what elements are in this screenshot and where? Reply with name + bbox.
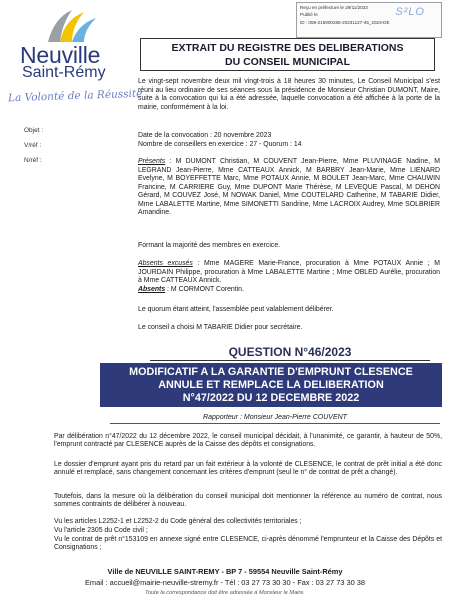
absents-excused-paragraph	[138, 260, 440, 286]
vref-label: V/réf :	[24, 142, 42, 149]
absents-label: Absents	[138, 286, 166, 293]
quorum-text: Le quorum étant atteint, l'assemblée peut valablement délibérer.	[138, 306, 334, 313]
intro-paragraph: Le vingt-sept novembre deux mil vingt-trois à 18 heures 30 minutes, Le Conseil Municipal s'est réuni au lieu ordinaire de ses séances sous la présidence de Monsieur Christian DUMONT, Maire, suite à la convocation qui lui a été adressée, laquelle convocation a été affichée à la porte de la mairie, conformément à la loi.	[138, 78, 440, 111]
rapporteur-text: Rapporteur : Monsieur Jean-Pierre COUVENT	[203, 414, 347, 421]
logo-emblem-icon	[42, 8, 98, 44]
convocation-date: Date de la convocation : 20 novembre 2023	[138, 132, 272, 139]
title-line1: MODIFICATIF A LA GARANTIE D'EMPRUNT CLESENCE	[129, 366, 413, 378]
stamp-received: Reçu en préfecture le 29/11/2023	[300, 5, 368, 10]
stamp-id: ID : 059-215900285-20231127-46_2023-DE	[300, 19, 390, 25]
footer-note: Toute la correspondance doit être adressée à Monsieur le Maire.	[145, 590, 305, 596]
footer-address: Ville de NEUVILLE SAINT-REMY - BP 7 - 59554 Neuville Saint-Rémy	[107, 567, 343, 576]
header-line1: EXTRAIT DU REGISTRE DES DELIBERATIONS	[171, 42, 404, 54]
presents-list: : M DUMONT Christian, M COUVENT Jean-Pierre, Mme PLUVINAGE Nadine, M LEGRAND Jean-Pierre, Mme CATTEAUX Annick, M BARBRY Jean-Marie, Mme LIENARD Evelyne, M BOYEFFETTE Marc, Mme POTAUX Annie, M BOULET Jean-Marc, Mme CHAUWIN Francine, M CARRIERE Guy, Mme DUPONT Marie Thérèse, M LEVEQUE Pascal, M DEHON Gérard, M COUVEZ José, M NOWAK Daniel, Mme COUTELARD Catherine, M TABARIE Didier, Mme LABALETTE Martine, Mme SIMONETTI Sandrine, Mme LACROIX Audrey, Mme SOLBRIER Amandine.	[138, 158, 440, 216]
prefecture-stamp	[296, 2, 442, 38]
rapporteur	[110, 414, 440, 424]
objet-label: Objet :	[24, 127, 44, 134]
absents-excused-list: : Mme MAGERE Marie-France, procuration à Mme POTAUX Annie ; M JOURDAIN Philippe, procuration à Mme LABALETTE Martine ; Mme OBLED Aurélie, procuration à Mme CATTEAUX Annick.	[138, 260, 441, 284]
logo-name-line2: Saint-Rémy	[22, 64, 106, 81]
body-paragraph-3: Toutefois, dans la mesure où la délibération du conseil municipal doit mentionner la référence au numéro de contrat, nous sommes contraints de délibérer à nouveau.	[54, 493, 442, 509]
body-paragraph-1: Par délibération n°47/2022 du 12 décembre 2022, le conseil municipal décidait, à l'unanimité, ce garantir, à hauteur de 50%, l'emprunt contracté par CLESENCE auprès de la Caisse des dépôts et consignations.	[54, 433, 442, 449]
body-paragraph-4: Vu les articles L2252-1 et L2252-2 du Code général des collectivités territoriales ;	[54, 518, 302, 525]
absents-paragraph	[138, 286, 440, 295]
nref-label: N/réf :	[24, 157, 42, 164]
majority-text: Formant la majorité des membres en exercice.	[138, 242, 281, 249]
stamp-published: Publié le	[300, 12, 318, 18]
absents-list: : M CORMONT Corentin.	[165, 286, 244, 293]
presents-label: Présents	[138, 158, 166, 165]
body-paragraph-5: Vu l'article 2305 du Code civil ;	[54, 527, 148, 534]
deliberation-title-box	[100, 363, 442, 407]
body-paragraph-2: Le dossier d'emprunt ayant pris du retard par un fait extérieur à la volonté de CLESENCE, le contrat de prêt initial a été donc annulé et remplacé, sans changement concernant les critères d'emprunt (seul le n° de contrat de prêt a changé).	[54, 461, 442, 477]
body-paragraph-6: Vu le contrat de prêt n°153109 en annexe signé entre CLESENCE, ci-après dénommé l'emprunteur et la Caisse des Dépôts et Consignations ;	[54, 536, 442, 552]
stamp-mark: S²LO	[395, 6, 425, 18]
secretary-text: Le conseil a choisi M TABARIE Didier pour secrétaire.	[138, 324, 303, 331]
town-logo	[20, 8, 130, 80]
register-header	[140, 38, 435, 71]
logo-name-line1: Neuville	[20, 42, 101, 68]
town-motto: La Volonté de la Réussite	[7, 87, 143, 105]
absents-excused-label: Absents excusés	[138, 260, 193, 267]
header-line2: DU CONSEIL MUNICIPAL	[224, 56, 351, 68]
presents-paragraph	[138, 158, 440, 218]
councillors-count: Nombre de conseillers en exercice : 27 - Quorum : 14	[138, 141, 302, 148]
question-number: QUESTION N°46/2023	[150, 345, 430, 361]
footer-contact: Email : accueil@mairie-neuville-stremy.fr - Tél : 03 27 73 30 30 - Fax : 03 27 73 30 38	[85, 578, 365, 587]
title-line3: N°47/2022 DU 12 DECEMBRE 2022	[182, 392, 360, 404]
title-line2: ANNULE ET REMPLACE LA DELIBERATION	[158, 379, 384, 391]
